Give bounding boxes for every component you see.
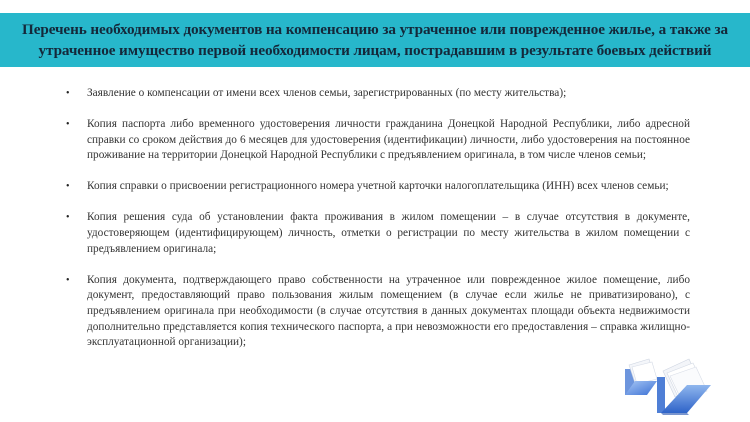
list-item <box>60 273 690 351</box>
list-item-text: Копия паспорта либо временного удостоверения личности гражданина Донецкой Народной Республики, либо адресной справки со сроком действия до 6 месяцев для удостоверения (идентификации) личности, либо удостоверения на постоянное проживание на территории Донецкой Народной Республики с предъявлением оригинала, в том числе членов семьи; <box>87 118 690 162</box>
bullet-icon: • <box>66 88 70 99</box>
document-list <box>60 86 690 366</box>
list-item-text: Заявление о компенсации от имени всех членов семьи, зарегистрированных (по месту жительства); <box>87 87 567 99</box>
list-item <box>60 117 690 164</box>
document-folders-icon <box>615 355 725 417</box>
title-banner <box>0 13 750 67</box>
bullet-icon: • <box>66 212 70 224</box>
bullet-icon: • <box>66 119 70 131</box>
list-item <box>60 179 690 195</box>
list-item <box>60 210 690 257</box>
bullet-icon: • <box>66 274 70 286</box>
page-title: Перечень необходимых документов на компенсацию за утраченное или поврежденное жилье, а также за утраченное имущество первой необходимости лицам, пострадавшим в результате боевых действий <box>22 21 728 59</box>
list-item <box>60 86 690 102</box>
list-item-text: Копия решения суда об установлении факта проживания в жилом помещении – в случае отсутствия в документе, удостоверяющем (идентифицирующем) личность, отметки о регистрации по месту жительства в жилом помещении с предъявлением оригинала; <box>87 211 690 255</box>
list-item-text: Копия документа, подтверждающего право собственности на утраченное или поврежденное жилое помещение, либо документ, предоставляющий право пользования жилым помещением (в случае если жилье не приватизировано), с предъявлением оригинала при необходимости (в случае отсутствия в данных документах площади объекта недвижимости дополнительно представляется копия технического паспорта, а при невозможности его предоставления – справка жилищно-эксплуатационной организации); <box>87 273 690 349</box>
bullet-icon: • <box>66 181 70 193</box>
list-item-text: Копия справки о присвоении регистрационного номера учетной карточки налогоплательщика (ИНН) всех членов семьи; <box>87 180 669 193</box>
